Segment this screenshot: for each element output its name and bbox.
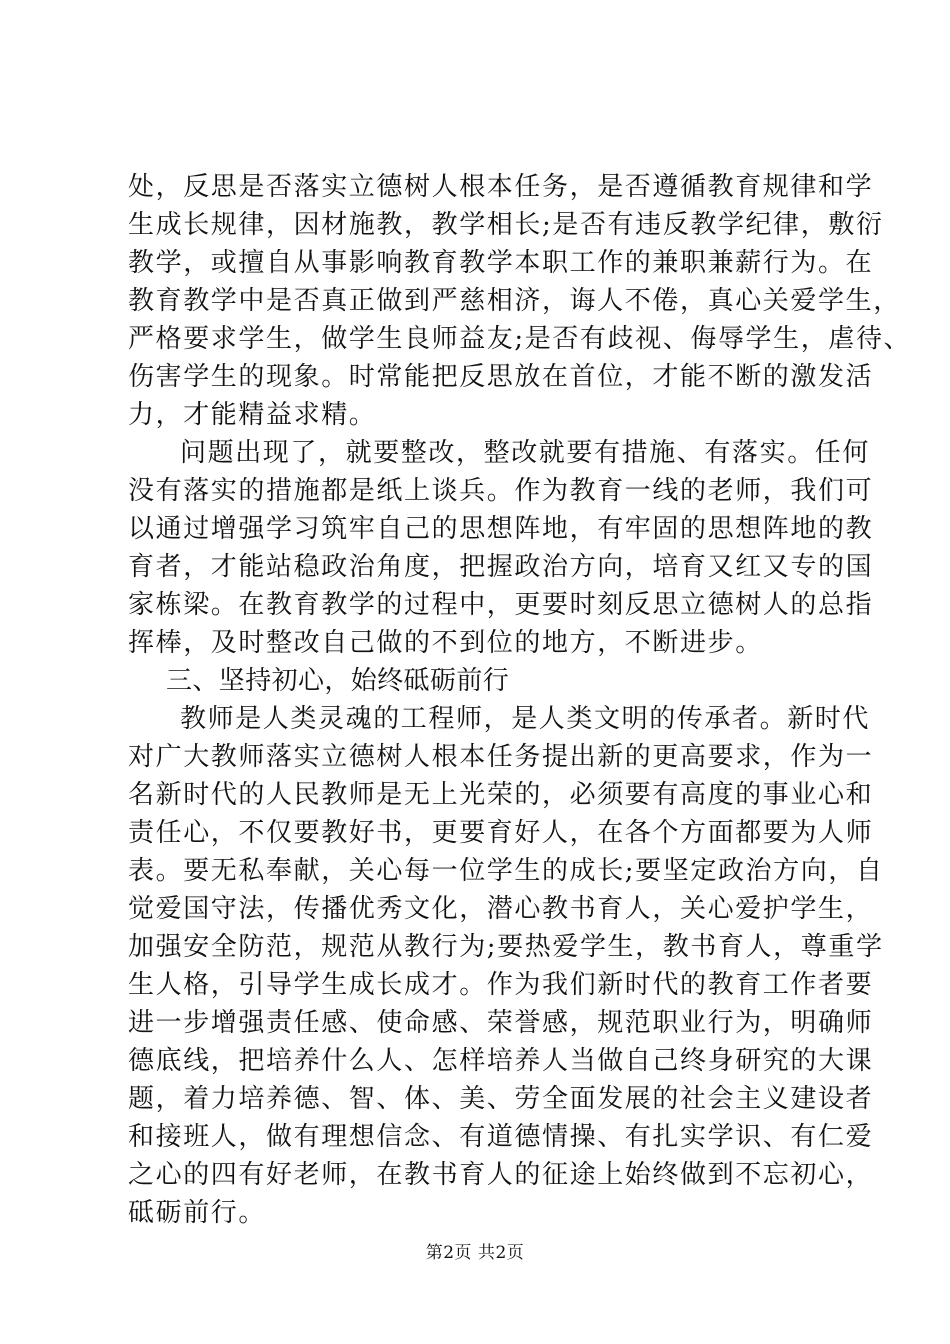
paragraph-line: 没有落实的措施都是纸上谈兵。作为教育一线的老师，我们可 xyxy=(128,476,874,506)
paragraph-line: 对广大教师落实立德树人根本任务提出新的更高要求，作为一 xyxy=(128,742,874,772)
paragraph-line: 教师是人类灵魂的工程师，是人类文明的传承者。新时代 xyxy=(180,704,871,734)
paragraph-line: 砥砺前行。 xyxy=(128,1198,267,1228)
paragraph-line: 严格要求学生，做学生良师益友;是否有歧视、侮辱学生，虐待、 xyxy=(128,324,912,354)
page-footer: 第2页 共2页 xyxy=(425,1243,525,1263)
section-heading: 三、坚持初心，始终砥砺前行 xyxy=(166,666,510,696)
paragraph-line: 处，反思是否落实立德树人根本任务，是否遵循教育规律和学 xyxy=(128,172,874,202)
paragraph-line: 觉爱国守法，传播优秀文化，潜心教书育人，关心爱护学生， xyxy=(128,894,874,924)
paragraph-line: 教学，或擅自从事影响教育教学本职工作的兼职兼薪行为。在 xyxy=(128,248,874,278)
paragraph-line: 生成长规律，因材施教，教学相长;是否有违反教学纪律，敷衍 xyxy=(128,210,884,240)
paragraph-line: 表。要无私奉献，关心每一位学生的成长;要坚定政治方向，自 xyxy=(128,856,884,886)
paragraph-line: 教育教学中是否真正做到严慈相济，诲人不倦，真心关爱学生， xyxy=(128,286,901,316)
document-body xyxy=(128,168,912,1232)
paragraph-line: 名新时代的人民教师是无上光荣的，必须要有高度的事业心和 xyxy=(128,780,874,810)
paragraph-line: 问题出现了，就要整改，整改就要有措施、有落实。任何 xyxy=(180,438,871,468)
paragraph-line: 家栋梁。在教育教学的过程中，更要时刻反思立德树人的总指 xyxy=(128,590,874,620)
paragraph-line: 责任心，不仅要教好书，更要育好人，在各个方面都要为人师 xyxy=(128,818,874,848)
paragraph-line: 德底线，把培养什么人、怎样培养人当做自己终身研究的大课 xyxy=(128,1046,874,1076)
paragraph-line: 挥棒，及时整改自己做的不到位的地方，不断进步。 xyxy=(128,628,763,658)
paragraph-line: 和接班人，做有理想信念、有道德情操、有扎实学识、有仁爱 xyxy=(128,1122,874,1152)
paragraph-line: 进一步增强责任感、使命感、荣誉感，规范职业行为，明确师 xyxy=(128,1008,874,1038)
paragraph-line: 之心的四有好老师，在教书育人的征途上始终做到不忘初心， xyxy=(128,1160,874,1190)
paragraph-line: 伤害学生的现象。时常能把反思放在首位，才能不断的激发活 xyxy=(128,362,874,392)
paragraph-line: 以通过增强学习筑牢自己的思想阵地，有牢固的思想阵地的教 xyxy=(128,514,874,544)
paragraph-line: 加强安全防范，规范从教行为;要热爱学生，教书育人，尊重学 xyxy=(128,932,884,962)
paragraph-line: 生人格，引导学生成长成才。作为我们新时代的教育工作者要 xyxy=(128,970,874,1000)
paragraph-line: 题，着力培养德、智、体、美、劳全面发展的社会主义建设者 xyxy=(128,1084,874,1114)
paragraph-line: 力，才能精益求精。 xyxy=(128,400,377,430)
paragraph-line: 育者，才能站稳政治角度，把握政治方向，培育又红又专的国 xyxy=(128,552,874,582)
